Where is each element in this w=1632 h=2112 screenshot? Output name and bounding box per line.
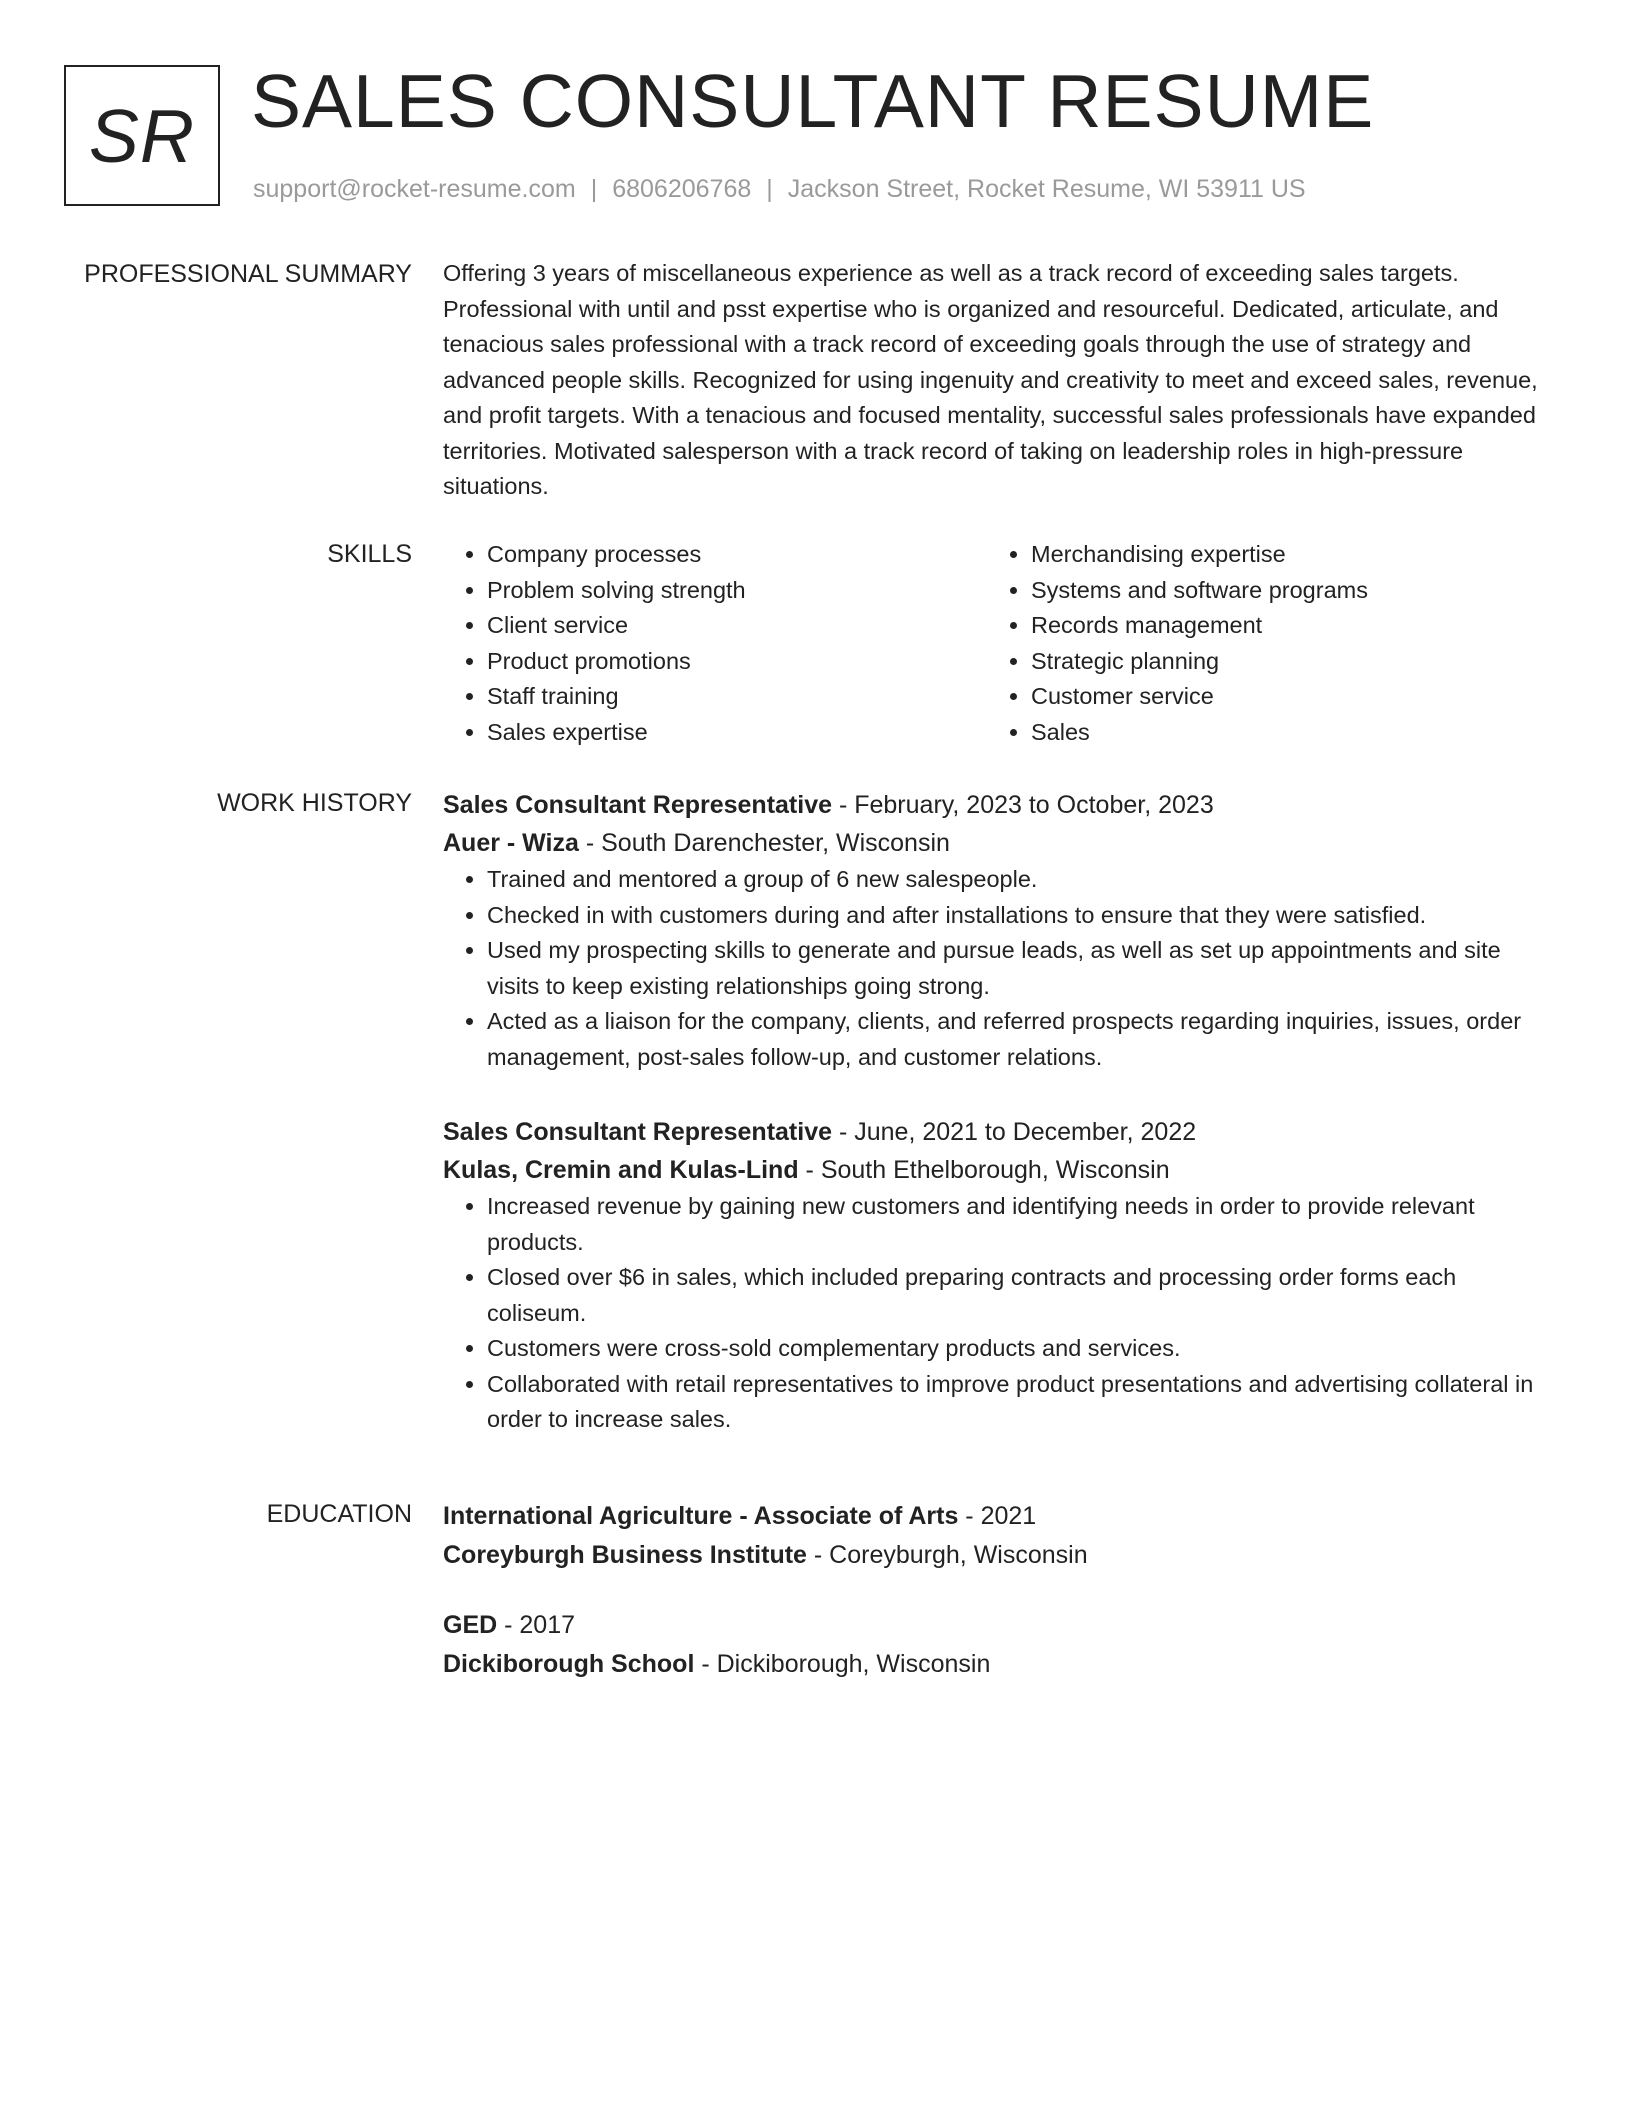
job-bullet: • Customers were cross-sold complementary products and services. [487,1331,1553,1367]
education-entry [443,1497,1553,1575]
contact-address: Jackson Street, Rocket Resume, WI 53911 US [787,175,1306,203]
education-degree-line [443,1606,1553,1645]
education-school: Coreyburgh Business Institute [443,1541,807,1569]
job-bullet: • Collaborated with retail representatives to improve product presentations and advertising collateral in order to increase sales. [487,1367,1553,1438]
job-company: Auer - Wiza [443,829,579,857]
job-bullet: • Acted as a liaison for the company, clients, and referred prospects regarding inquiries, issues, order management, post-sales follow-up, and customer relations. [487,1004,1553,1075]
education-degree: International Agriculture - Associate of Arts [443,1502,959,1530]
contact-email[interactable]: support@rocket-resume.com [253,175,576,203]
job-bullet: • Used my prospecting skills to generate and pursue leads, as well as set up appointments and site visits to keep existing relationships going strong. [487,933,1553,1004]
summary-heading: PROFESSIONAL SUMMARY [84,260,412,288]
skills-columns [443,537,1553,750]
job-company: Kulas, Cremin and Kulas-Lind [443,1156,799,1184]
job-entry [443,786,1553,1075]
education-school-line [443,1645,1553,1684]
contact-separator: | [766,175,773,203]
skill-item: • Sales expertise [487,715,987,751]
job-bullet: • Trained and mentored a group of 6 new salespeople. [487,862,1553,898]
skill-item: • Systems and software programs [1031,573,1531,609]
job-bullet: • Checked in with customers during and after installations to ensure that they were satisfied. [487,898,1553,934]
skill-item: • Records management [1031,608,1531,644]
contact-line [253,172,1306,206]
job-bullet: • Closed over $6 in sales, which included preparing contracts and processing order forms each coliseum. [487,1260,1553,1331]
education-body [443,1497,1553,1684]
job-title: Sales Consultant Representative [443,1118,833,1146]
skill-item: • Product promotions [487,644,987,680]
education-entry [443,1606,1553,1684]
skills-list-left [443,537,987,750]
job-dates: - February, 2023 to October, 2023 [832,791,1214,819]
education-year: - 2017 [497,1611,576,1639]
job-title: Sales Consultant Representative [443,791,833,819]
job-title-line [443,786,1553,824]
work-history-heading: WORK HISTORY [217,789,412,817]
education-location: - Coreyburgh, Wisconsin [806,1541,1088,1569]
page-title: SALES CONSULTANT RESUME [251,59,1375,143]
skill-item: • Customer service [1031,679,1531,715]
summary-text: Offering 3 years of miscellaneous experience as well as a track record of exceeding sales targets. Professional with until and psst expertise who is organized and resourceful. Dedicated, articulate, and tenacious sales professional with a track record of exceeding goals through the use of strategy and advanced people skills. Recognized for using ingenuity and creativity to meet and exceed sales, revenue, and profit targets. With a tenacious and focused mentality, successful sales professionals have expanded territories. Motivated salesperson with a track record of taking on leadership roles in high-pressure situations. [443,260,1538,499]
education-heading: EDUCATION [266,1500,412,1528]
monogram-logo: SR [64,65,220,206]
contact-separator: | [590,175,598,203]
job-bullets [443,862,1553,1075]
skill-item: • Strategic planning [1031,644,1531,680]
skill-item: • Company processes [487,537,987,573]
work-history-body [443,786,1553,1438]
job-bullet: • Increased revenue by gaining new customers and identifying needs in order to provide relevant products. [487,1189,1553,1260]
skill-item: • Merchandising expertise [1031,537,1531,573]
contact-phone[interactable]: 6806206768 [612,175,752,203]
education-school-line [443,1536,1553,1575]
job-title-line [443,1113,1553,1151]
education-location: - Dickiborough, Wisconsin [694,1650,991,1678]
skill-item: • Problem solving strength [487,573,987,609]
job-location: - South Darenchester, Wisconsin [578,829,950,857]
job-bullets [443,1189,1553,1438]
education-degree-line [443,1497,1553,1536]
job-company-line [443,824,1553,862]
job-entry [443,1113,1553,1438]
skill-item: • Staff training [487,679,987,715]
skills-list-right [987,537,1531,750]
education-degree: GED [443,1611,498,1639]
skills-heading: SKILLS [327,540,412,568]
job-location: - South Ethelborough, Wisconsin [798,1156,1170,1184]
education-year: - 2021 [958,1502,1037,1530]
skill-item: • Sales [1031,715,1531,751]
job-dates: - June, 2021 to December, 2022 [832,1118,1197,1146]
education-school: Dickiborough School [443,1650,695,1678]
skill-item: • Client service [487,608,987,644]
job-company-line [443,1151,1553,1189]
